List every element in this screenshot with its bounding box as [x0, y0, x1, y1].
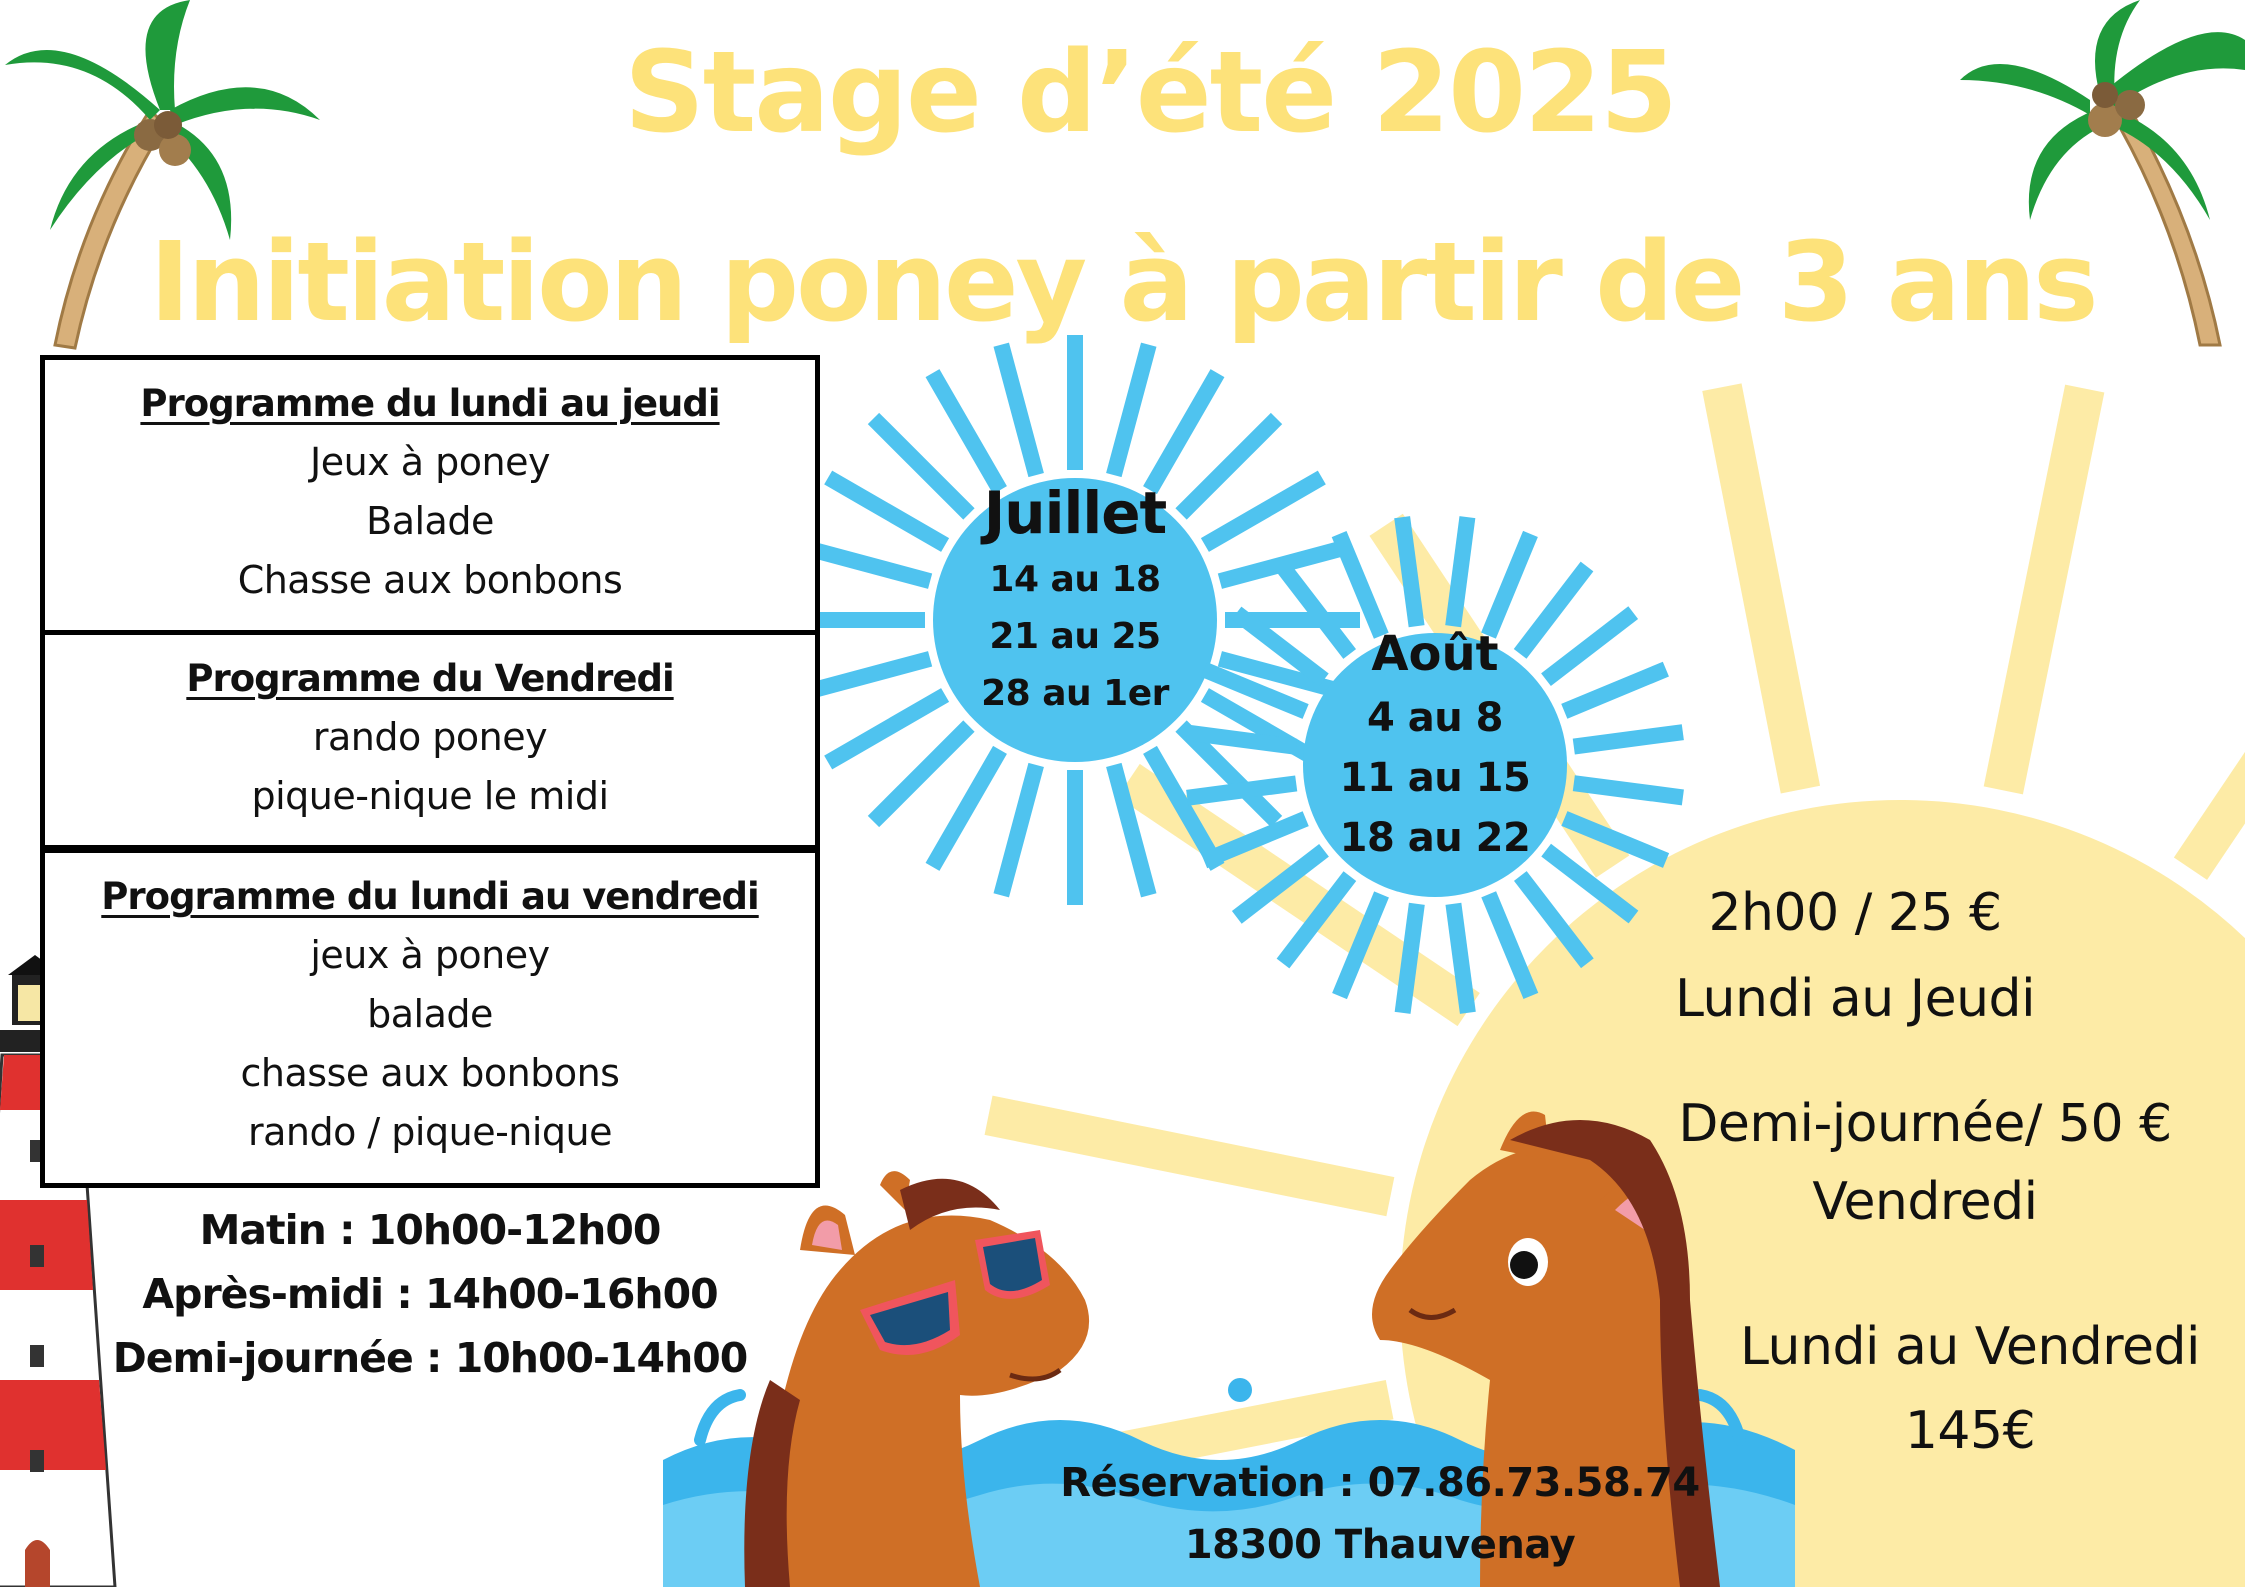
august-date: 18 au 22 — [1339, 815, 1531, 861]
hours-morning: Matin : 10h00-12h00 — [199, 1206, 661, 1254]
address: 18300 Thauvenay — [1184, 1522, 1576, 1568]
sun-ray — [989, 1115, 1391, 1196]
sun-ray — [1001, 345, 1036, 475]
sun-ray — [1564, 669, 1666, 711]
program-item: jeux à poney — [310, 933, 550, 977]
price-amount: 145€ — [1904, 1401, 2036, 1461]
july-month: Juillet — [983, 479, 1167, 547]
hours-half-day: Demi-journée : 10h00-14h00 — [112, 1334, 748, 1382]
sun-ray — [2190, 529, 2245, 869]
july-date: 21 au 25 — [989, 616, 1161, 657]
sun-ray — [1722, 387, 1801, 789]
price-days: Lundi au Jeudi — [1674, 969, 2036, 1029]
program-item: Chasse aux bonbons — [237, 558, 623, 602]
sun-ray — [933, 373, 1001, 490]
sun-ray — [1001, 765, 1036, 895]
hours-list — [80, 1198, 780, 1390]
july-block — [935, 475, 1215, 722]
program-item: Jeux à poney — [310, 440, 550, 484]
program-heading: Programme du Vendredi — [186, 657, 674, 700]
program-item: pique-nique le midi — [251, 774, 609, 818]
august-month: Août — [1371, 626, 1499, 682]
sun-ray — [1205, 478, 1322, 546]
sun-ray — [828, 478, 945, 546]
sun-ray — [1114, 345, 1149, 475]
program-item: balade — [367, 992, 493, 1036]
program-heading: Programme du lundi au vendredi — [101, 875, 759, 918]
sun-ray — [1150, 373, 1218, 490]
program-box-mon-fri — [40, 848, 820, 1188]
reservation-phone: Réservation : 07.86.73.58.74 — [1060, 1460, 1700, 1506]
program-box-mon-thu — [40, 355, 820, 635]
page-subtitle: Initiation poney à partir de 3 ans — [149, 218, 2096, 346]
sun-ray — [1489, 894, 1531, 996]
price-days: Lundi au Vendredi — [1740, 1317, 2200, 1377]
program-item: rando / pique-nique — [247, 1110, 613, 1154]
hours-afternoon: Après-midi : 14h00-16h00 — [142, 1270, 718, 1318]
sun-ray — [1574, 732, 1683, 746]
footer — [880, 1452, 1880, 1576]
price-mon-fri — [1690, 1305, 2245, 1473]
program-box-friday — [40, 630, 820, 850]
price-mon-thu — [1580, 870, 2130, 1042]
program-item: Balade — [366, 499, 494, 543]
price-amount: 2h00 / 25 € — [1708, 883, 2002, 943]
sun-ray — [2003, 389, 2084, 791]
july-date: 14 au 18 — [989, 559, 1161, 600]
price-friday — [1625, 1085, 2225, 1241]
sun-ray — [1574, 783, 1683, 797]
august-date: 11 au 15 — [1339, 755, 1531, 801]
program-item: rando poney — [312, 715, 548, 759]
price-days: Vendredi — [1812, 1172, 2038, 1232]
page-title: Stage d’été 2025 — [624, 28, 1676, 158]
august-date: 4 au 8 — [1367, 695, 1503, 741]
sun-ray — [1187, 783, 1296, 797]
program-heading: Programme du lundi au jeudi — [140, 382, 720, 425]
sun-ray — [873, 726, 968, 821]
sun-ray — [933, 750, 1001, 867]
program-item: chasse aux bonbons — [240, 1051, 620, 1095]
july-date: 28 au 1er — [981, 673, 1169, 714]
price-amount: Demi-journée/ 50 € — [1678, 1094, 2172, 1154]
sun-ray — [828, 695, 945, 763]
august-block — [1295, 620, 1575, 868]
